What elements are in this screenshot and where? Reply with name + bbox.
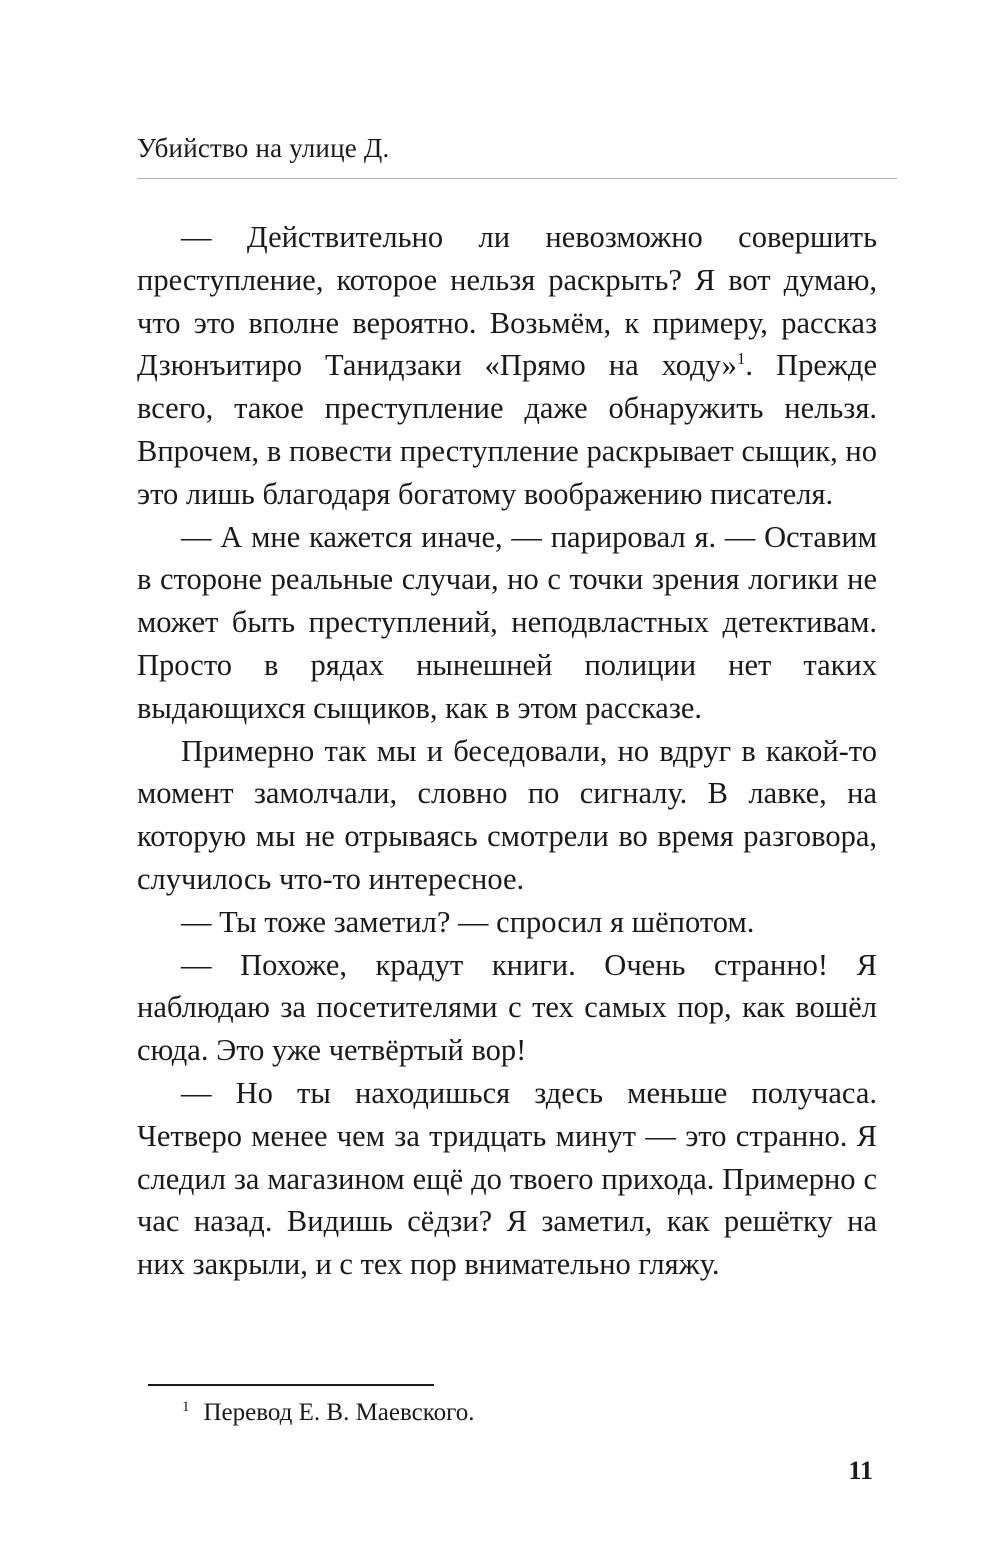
paragraph-6: — Но ты находишься здесь меньше получаса. Четверо менее чем за тридцать минут — это странно. Я следил за магазином ещё до твоего прихода. Примерно с час назад. Видишь сёдзи? Я заметил, как решётку на них закрыли, и с тех пор внимательно гляжу. xyxy=(137,1075,877,1282)
body-text xyxy=(137,216,877,1286)
paragraph-1-text-end: . Прежде всего, такое преступление даже обнаружить нельзя. Впрочем, в повести преступление раскрывает сыщик, но это лишь благодаря богатому воображению писателя. xyxy=(137,348,877,511)
paragraph-4: — Ты тоже заметил? — спросил я шёпотом. xyxy=(181,904,755,939)
paragraph-1 xyxy=(137,216,877,516)
paragraph-3: Примерно так мы и беседовали, но вдруг в какой-то момент замолчали, словно по сигналу. В лавке, на которую мы не отрываясь смотрели во время разговора, случилось что-то интересное. xyxy=(137,733,877,896)
running-head: Убийство на улице Д. xyxy=(137,133,390,163)
paragraph-1-text-start: — Действительно ли невозможно совершить преступление, которое нельзя раскрыть? Я вот думаю, что это вполне вероятно. Возьмём, к примеру, рассказ Дзюнъитиро Танидзаки «Прямо на ходу» xyxy=(137,220,877,383)
footnote-reference: 1 xyxy=(736,349,746,369)
footnote-text: Перевод Е. В. Маевского. xyxy=(203,1399,475,1426)
footnote-rule xyxy=(148,1384,434,1386)
header-rule xyxy=(137,178,897,179)
footnote-mark: 1 xyxy=(182,1398,190,1415)
paragraph-5: — Похоже, крадут книги. Очень странно! Я наблюдаю за посетителями с тех самых пор, как вошёл сюда. Это уже четвёртый вор! xyxy=(137,947,877,1068)
footnote xyxy=(182,1397,475,1429)
paragraph-2: — А мне кажется иначе, — парировал я. — Оставим в стороне реальные случаи, но с точки зрения логики не может быть преступлений, неподвластных детективам. Просто в рядах нынешней полиции нет таких выдающихся сыщиков, как в этом рассказе. xyxy=(137,519,877,725)
page-number: 11 xyxy=(848,1456,873,1485)
